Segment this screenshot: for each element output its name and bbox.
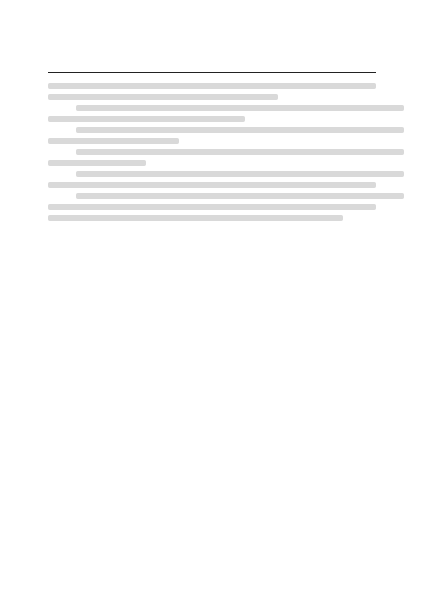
text-placeholder <box>48 182 376 188</box>
text-placeholder <box>48 138 179 144</box>
text-placeholder <box>48 215 343 221</box>
text-placeholder <box>76 127 404 133</box>
paragraph-5 <box>48 171 376 188</box>
paragraph-4 <box>48 149 376 166</box>
text-placeholder <box>48 94 278 100</box>
paragraph-6 <box>48 193 376 221</box>
paragraph-3 <box>48 127 376 144</box>
gazette-body <box>48 78 376 226</box>
text-placeholder <box>48 83 376 89</box>
text-placeholder <box>76 171 404 177</box>
header-rule <box>48 72 376 73</box>
text-placeholder <box>76 193 404 199</box>
text-placeholder <box>48 160 146 166</box>
text-placeholder <box>76 105 404 111</box>
text-placeholder <box>48 116 245 122</box>
gazette-header <box>48 40 376 70</box>
text-placeholder <box>48 204 376 210</box>
paragraph-2 <box>48 105 376 122</box>
paragraph-1 <box>48 83 376 100</box>
text-placeholder <box>76 149 404 155</box>
